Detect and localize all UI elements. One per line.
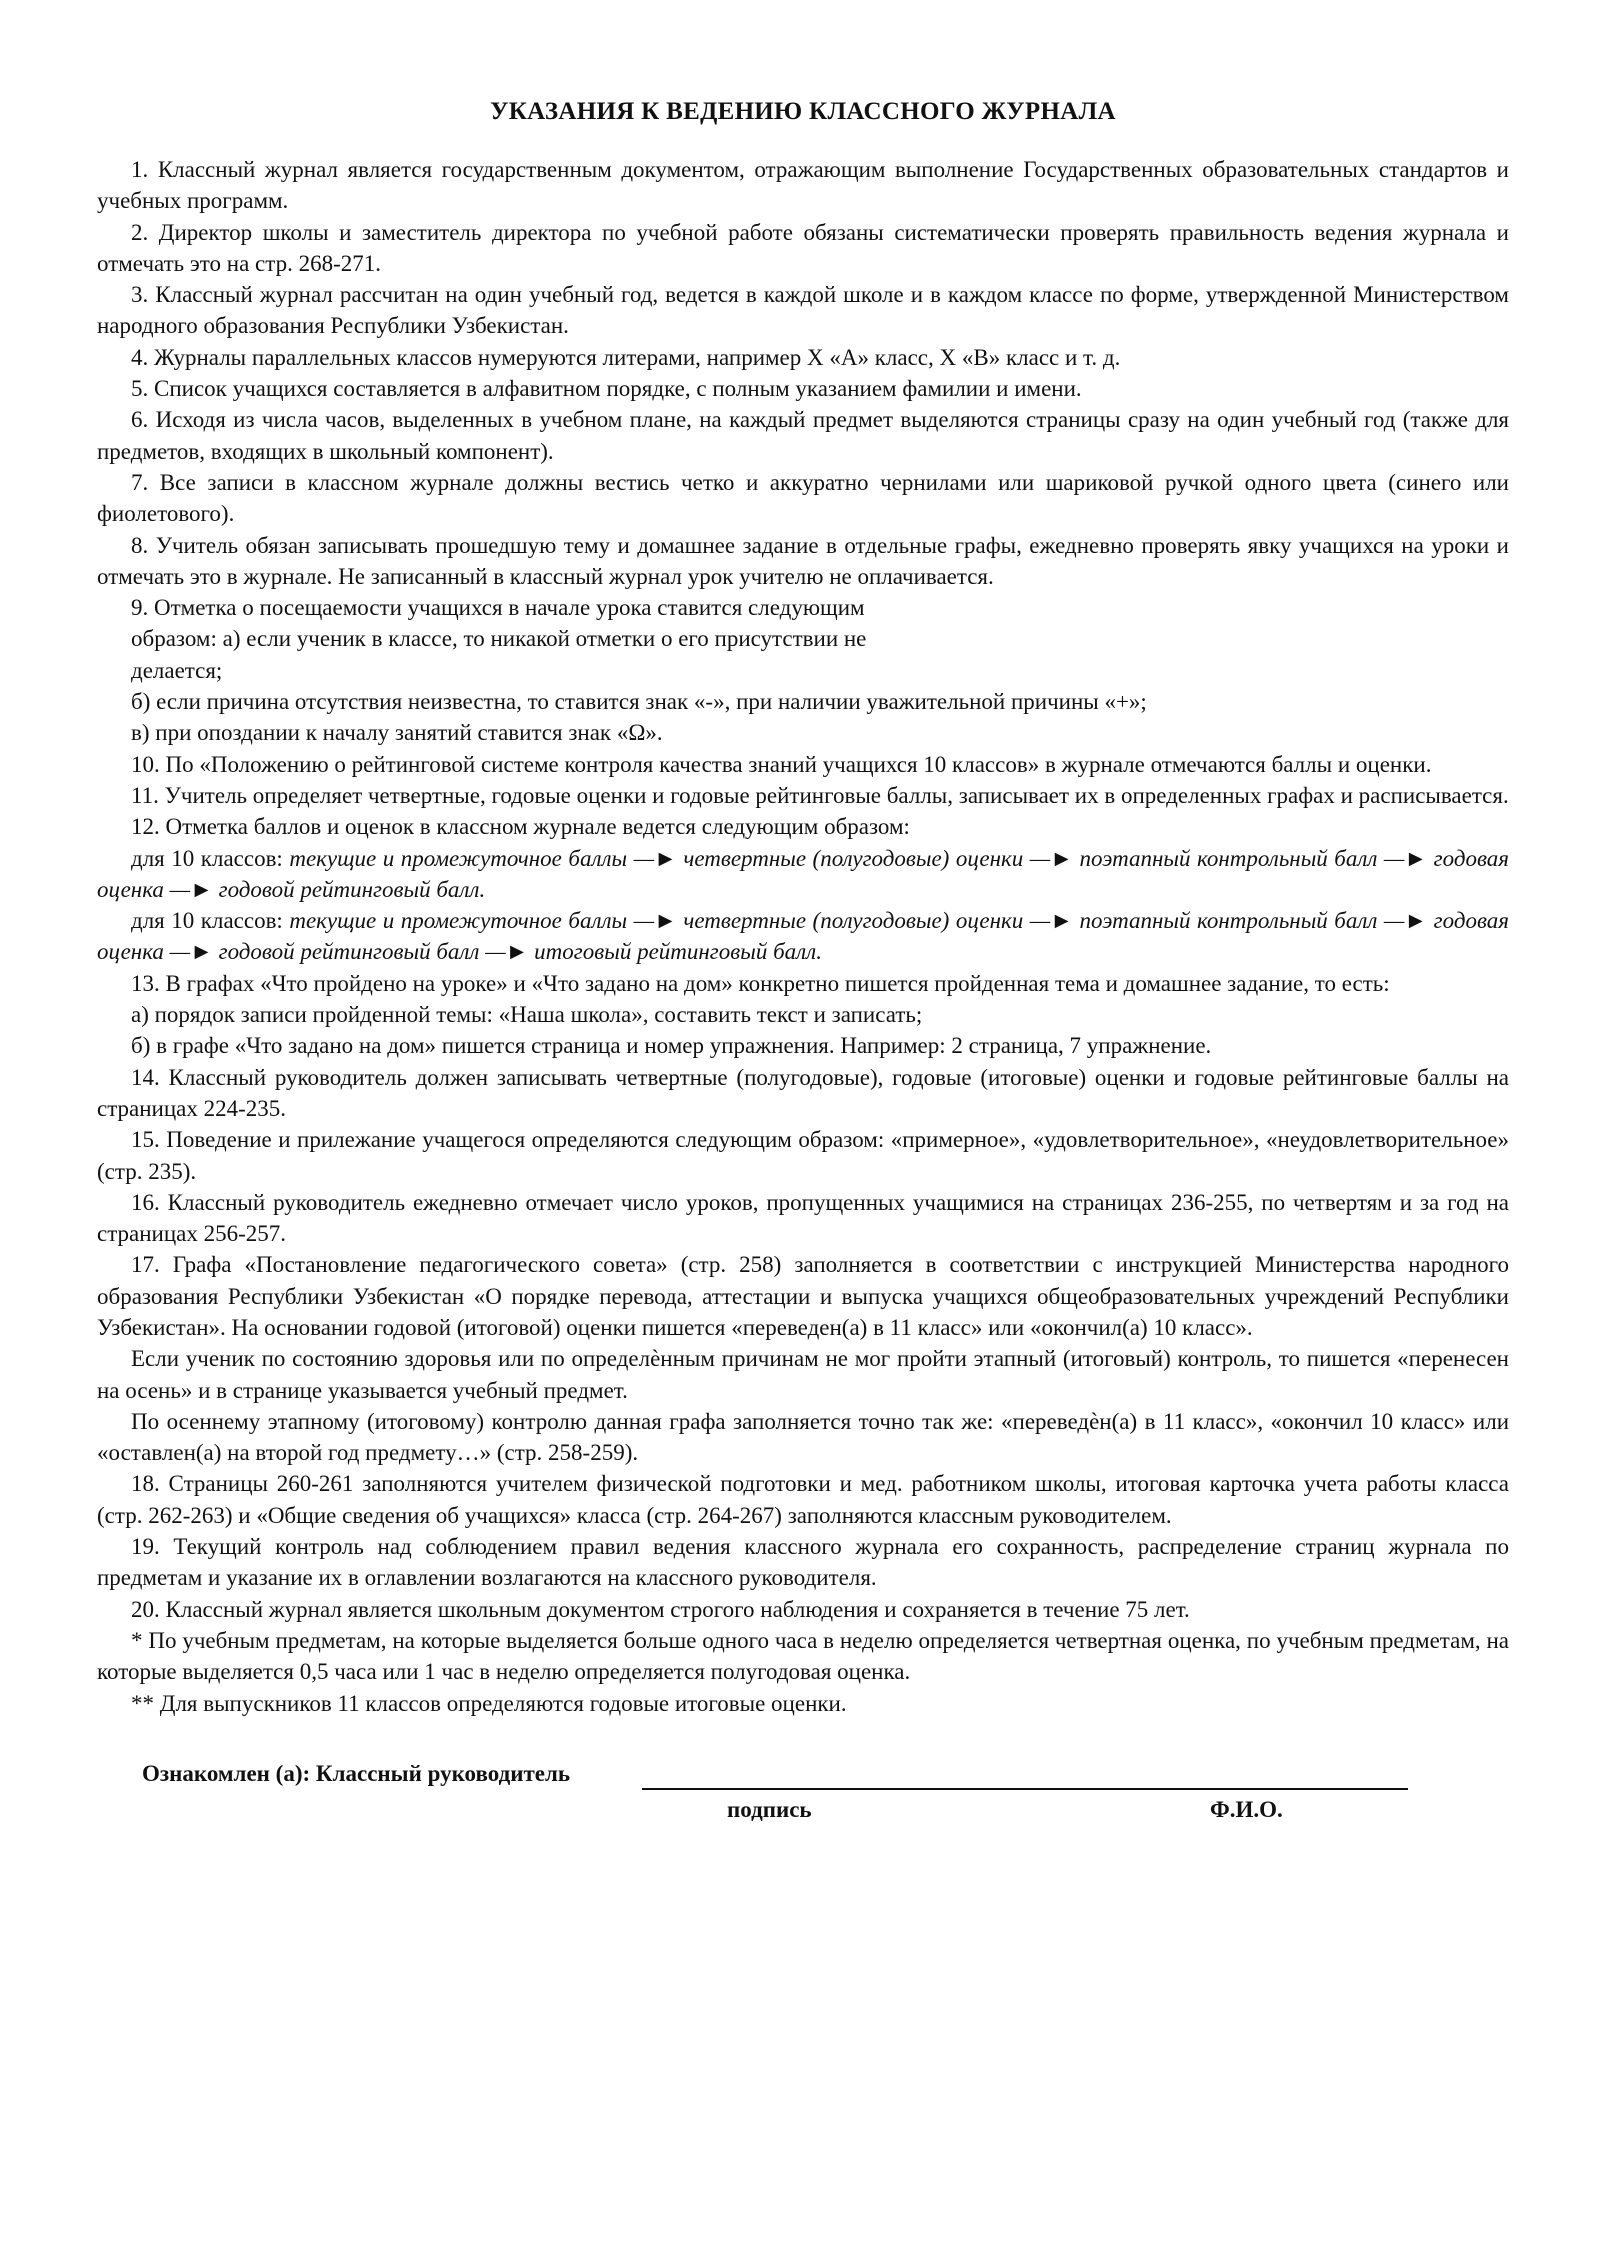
paragraph-9-line-3: делается; — [131, 657, 223, 683]
paragraph-2: 2. Директор школы и заместитель директора по учебной работе обязаны систематически проверять правильность ведения журнала и отмечать это на стр. 268-271. — [97, 219, 1509, 276]
paragraph-13-item-a: а) порядок записи пройденной темы: «Наша школа», составить текст и записать; — [131, 1002, 923, 1028]
document-page — [97, 82, 1509, 1831]
grading-chain-2-prefix: для 10 классов: — [131, 908, 290, 934]
paragraph-9-item-v: в) при опоздании к началу занятий ставится знак «Ω». — [131, 720, 663, 746]
page-title: УКАЗАНИЯ К ВЕДЕНИЮ КЛАССНОГО ЖУРНАЛА — [490, 98, 1116, 125]
paragraph-13-item-b: б) в графе «Что задано на дом» пишется страница и номер упражнения. Например: 2 страница, 7 упражнение. — [131, 1033, 1212, 1059]
paragraph-4: 4. Журналы параллельных классов нумеруются литерами, например Х «А» класс, Х «В» класс и т. д. — [131, 344, 1121, 370]
footnote-2: ** Для выпускников 11 классов определяются годовые итоговые оценки. — [131, 1690, 847, 1716]
signature-block — [97, 1761, 1509, 1831]
instructions-body — [97, 154, 1509, 1719]
paragraph-9-line-2: образом: а) если ученик в классе, то никакой отметки о его присутствии не — [131, 626, 867, 652]
paragraph-10: 10. По «Положению о рейтинговой системе контроля качества знаний учащихся 10 классов» в журнале отмечаются баллы и оценки. — [131, 751, 1432, 777]
signature-caption: подпись — [727, 1796, 812, 1822]
grading-chain-1-prefix: для 10 классов: — [131, 845, 290, 871]
paragraph-8: 8. Учитель обязан записывать прошедшую тему и домашнее задание в отдельные графы, ежедневно проверять явку учащихся на уроки и отмечать это в журнале. Не записанный в классный журнал урок учителю не оплачивается. — [97, 532, 1509, 589]
grading-chain-1 — [97, 843, 1509, 906]
grading-chain-2 — [97, 905, 1509, 968]
footnote-1: * По учебным предметам, на которые выделяется больше одного часа в неделю определяется четвертная оценка, по учебным предметам, на которые выделяется 0,5 часа или 1 час в неделю определяется полугодовая оценка. — [97, 1627, 1509, 1685]
signature-line — [642, 1788, 1408, 1790]
paragraph-6: 6. Исходя из числа часов, выделенных в учебном плане, на каждый предмет выделяются страницы сразу на один учебный год (также для предметов, входящих в школьный компонент). — [97, 407, 1509, 464]
paragraph-19: 19. Текущий контроль над соблюдением правил ведения классного журнала его сохранность, распределение страниц журнала по предметам и указание их в оглавлении возлагаются на классного руководителя. — [97, 1534, 1509, 1591]
signature-label: Ознакомлен (а): Классный руководитель — [142, 1760, 571, 1786]
grading-chain-2-text: текущие и промежуточное баллы —► четвертные (полугодовые) оценки —► поэтапный контрольный балл —► годовая оценка —► годовой рейтинговый балл —► итоговый рейтинговый балл. — [97, 908, 1509, 965]
paragraph-16: 16. Классный руководитель ежедневно отмечает число уроков, пропущенных учащимися на страницах 236-255, по четвертям и за год на страницах 256-257. — [97, 1189, 1509, 1247]
paragraph-18: 18. Страницы 260-261 заполняются учителем физической подготовки и мед. работником школы, итоговая карточка учета работы класса (стр. 262-263) и «Общие сведения об учащихся» класса (стр. 264-267) заполняются классным руководителем. — [97, 1471, 1509, 1528]
paragraph-5: 5. Список учащихся составляется в алфавитном порядке, с полным указанием фамилии и имени. — [131, 376, 1082, 402]
paragraph-15: 15. Поведение и прилежание учащегося определяются следующим образом: «примерное», «удовлетворительное», «неудовлетворительное» (стр. 235). — [97, 1127, 1509, 1184]
grading-chain-1-text: текущие и промежуточное баллы —► четвертные (полугодовые) оценки —► поэтапный контрольный балл —► годовая оценка —► годовой рейтинговый балл. — [97, 845, 1509, 902]
paragraph-17-autumn: По осеннему этапному (итоговому) контролю данная графа заполняется точно так же: «переведѐн(а) в 11 класс», «окончил 10 класс» или «оставлен(а) на второй год предмету…» (стр. 258-259). — [97, 1408, 1509, 1466]
paragraph-9: 9. Отметка о посещаемости учащихся в начале урока ставится следующим — [131, 595, 865, 621]
paragraph-13: 13. В графах «Что пройдено на уроке» и «Что задано на дом» конкретно пишется пройденная тема и домашнее задание, то есть: — [131, 970, 1390, 996]
paragraph-14: 14. Классный руководитель должен записывать четвертные (полугодовые), годовые (итоговые) оценки и годовые рейтинговые баллы на страницах 224-235. — [97, 1064, 1509, 1121]
paragraph-11: 11. Учитель определяет четвертные, годовые оценки и годовые рейтинговые баллы, записывает их в определенных графах и расписывается. — [131, 782, 1509, 808]
paragraph-3: 3. Классный журнал рассчитан на один учебный год, ведется в каждой школе и в каждом классе по форме, утвержденной Министерством народного образования Республики Узбекистан. — [97, 282, 1509, 339]
paragraph-7: 7. Все записи в классном журнале должны вестись четко и аккуратно чернилами или шариковой ручкой одного цвета (синего или фиолетового). — [97, 469, 1509, 527]
paragraph-17-health: Если ученик по состоянию здоровья или по определѐнным причинам не мог пройти этапный (итоговый) контроль, то пишется «перенесен на осень» и в странице указывается учебный предмет. — [97, 1346, 1509, 1403]
paragraph-1: 1. Классный журнал является государственным документом, отражающим выполнение Государственных образовательных стандартов и учебных программ. — [97, 157, 1509, 214]
paragraph-20: 20. Классный журнал является школьным документом строгого наблюдения и сохраняется в течение 75 лет. — [131, 1596, 1190, 1622]
paragraph-12: 12. Отметка баллов и оценок в классном журнале ведется следующим образом: — [131, 814, 910, 840]
full-name-caption: Ф.И.О. — [1210, 1796, 1283, 1822]
paragraph-9-item-b: б) если причина отсутствия неизвестна, то ставится знак «-», при наличии уважительной причины «+»; — [131, 689, 1147, 715]
paragraph-17: 17. Графа «Постановление педагогического совета» (стр. 258) заполняется в соответствии с инструкцией Министерства народного образования Республики Узбекистан «О порядке перевода, аттестации и выпуска учащихся общеобразовательных учреждений Республики Узбекистан». На основании годовой (итоговой) оценки пишется «переведен(а) в 11 класс» или «окончил(а) 10 класс». — [97, 1252, 1509, 1340]
